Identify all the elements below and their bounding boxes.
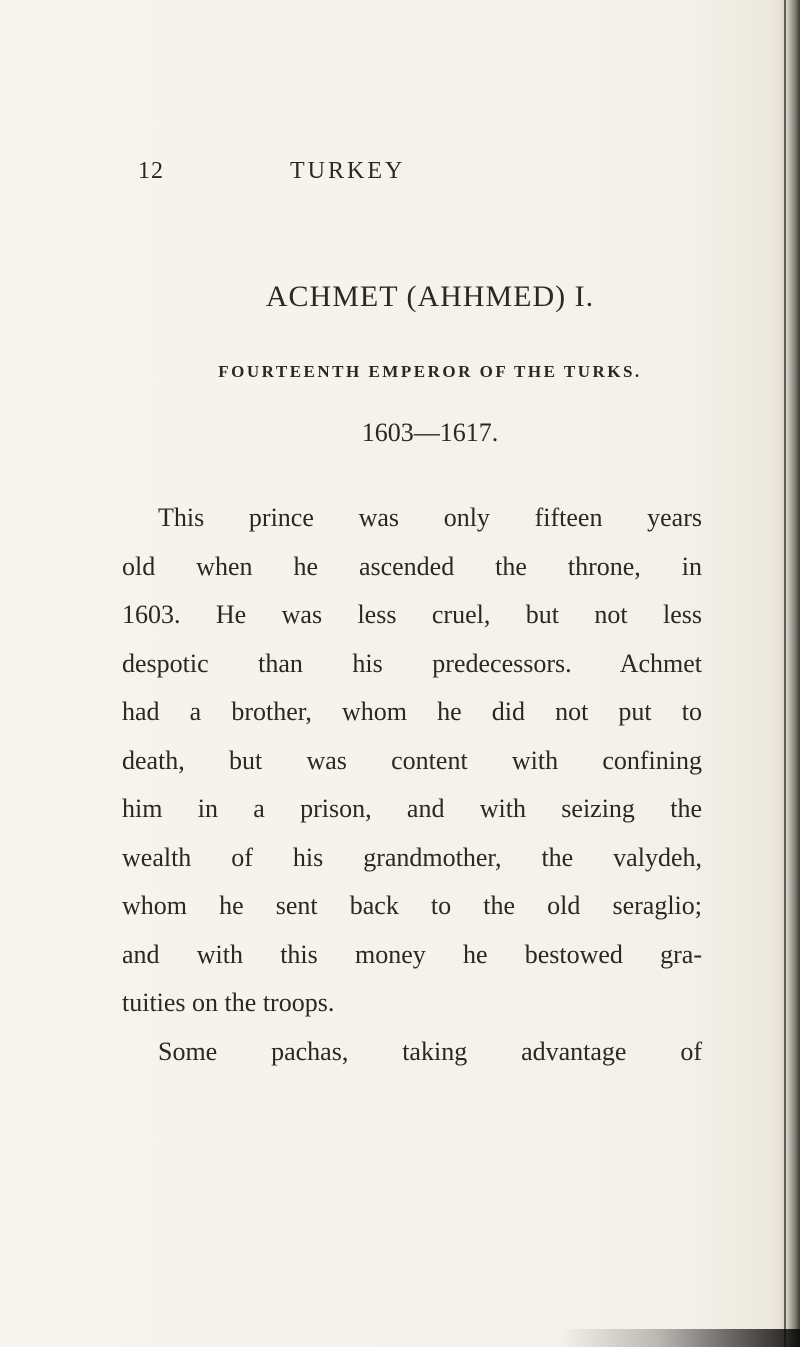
bottom-edge-shadow bbox=[560, 1329, 800, 1347]
text-line: wealth of his grandmother, the valydeh, bbox=[122, 842, 702, 872]
text-line: old when he ascended the throne, in bbox=[122, 551, 702, 581]
running-title: TURKEY bbox=[290, 158, 406, 184]
text-line: had a brother, whom he did not put to bbox=[122, 697, 702, 726]
text-line: tuities on the troops. bbox=[122, 988, 335, 1017]
page-number: 12 bbox=[138, 158, 164, 184]
binding-edge-shadow bbox=[778, 0, 800, 1347]
text-line: 1603. He was less cruel, but not less bbox=[122, 600, 702, 629]
paragraph-2 bbox=[122, 1028, 702, 1077]
running-head bbox=[120, 158, 760, 198]
text-line: death, but was content with confining bbox=[122, 745, 702, 775]
chapter-title: ACHMET (AHHMED) I. bbox=[265, 280, 595, 313]
chapter-subtitle: FOURTEENTH EMPEROR OF THE TURKS. bbox=[218, 362, 642, 381]
text-line: This prince was only fifteen years bbox=[158, 503, 702, 532]
body-text bbox=[122, 494, 702, 1076]
text-line: and with this money he bestowed gra- bbox=[122, 939, 702, 969]
paragraph-1 bbox=[122, 494, 702, 1028]
binding-edge-line bbox=[784, 0, 786, 1347]
text-line: despotic than his predecessors. Achmet bbox=[122, 648, 702, 678]
text-line: him in a prison, and with seizing the bbox=[122, 794, 702, 823]
text-line: whom he sent back to the old seraglio; bbox=[122, 891, 702, 920]
chapter-dates: 1603—1617. bbox=[361, 418, 499, 447]
text-line: Some pachas, taking advantage of bbox=[158, 1036, 702, 1066]
